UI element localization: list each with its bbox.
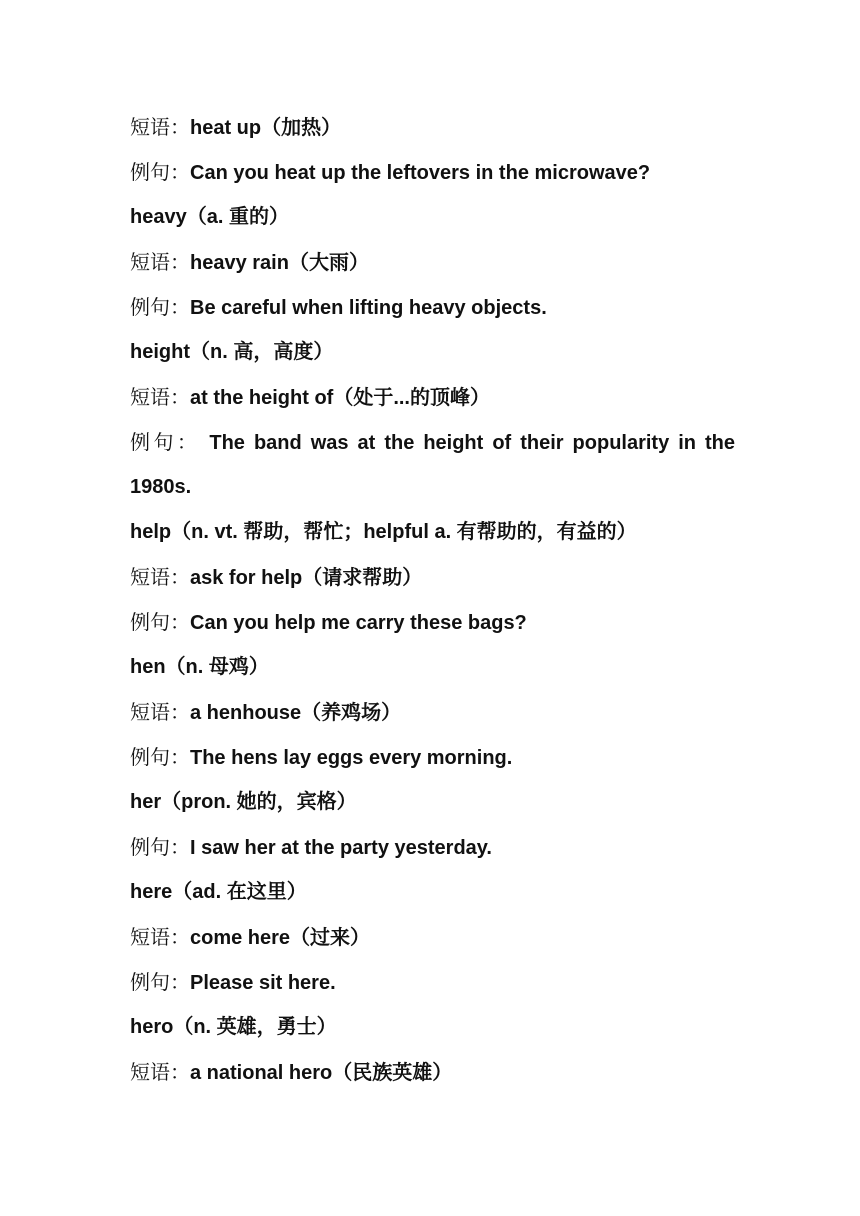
phrase-line	[130, 1050, 735, 1095]
example-text: Can you heat up the leftovers in the microwave?	[190, 162, 651, 184]
phrase-line	[130, 105, 735, 150]
headword-text: her（pron. 她的，宾格）	[130, 791, 357, 813]
example-label: 例句：	[130, 835, 190, 859]
example-text: Be careful when lifting heavy objects.	[190, 297, 547, 319]
example-continuation-line	[130, 465, 735, 510]
phrase-label: 短语：	[130, 565, 190, 589]
example-text: Please sit here.	[190, 972, 336, 994]
phrase-text: come here（过来）	[190, 927, 371, 949]
headword-line	[130, 870, 735, 915]
vocabulary-list	[130, 105, 735, 1095]
phrase-line	[130, 240, 735, 285]
phrase-text: ask for help（请求帮助）	[190, 567, 423, 589]
phrase-line	[130, 555, 735, 600]
example-label: 例句：	[130, 160, 190, 184]
phrase-label: 短语：	[130, 385, 190, 409]
headword-text: hen（n. 母鸡）	[130, 656, 269, 678]
example-label: 例句：	[130, 745, 190, 769]
example-line	[130, 285, 735, 330]
headword-line	[130, 1005, 735, 1050]
phrase-label: 短语：	[130, 925, 190, 949]
headword-line	[130, 510, 735, 555]
example-text: The band was at the height of their popularity in the	[209, 432, 736, 454]
phrase-label: 短语：	[130, 115, 190, 139]
headword-line	[130, 645, 735, 690]
example-line	[130, 825, 735, 870]
phrase-label: 短语：	[130, 700, 190, 724]
headword-text: height（n. 高，高度）	[130, 341, 334, 363]
example-line	[130, 150, 735, 195]
example-line	[130, 960, 735, 1005]
example-text: Can you help me carry these bags?	[190, 612, 527, 634]
example-label: 例句：	[130, 430, 201, 454]
example-continuation-text: 1980s.	[130, 476, 192, 498]
phrase-line	[130, 915, 735, 960]
headword-line	[130, 330, 735, 375]
phrase-line	[130, 690, 735, 735]
headword-text: help（n. vt. 帮助，帮忙；helpful a. 有帮助的，有益的）	[130, 521, 637, 543]
example-text: I saw her at the party yesterday.	[190, 837, 492, 859]
phrase-line	[130, 375, 735, 420]
example-text: The hens lay eggs every morning.	[190, 747, 513, 769]
example-line	[130, 600, 735, 645]
example-line	[130, 420, 735, 465]
phrase-label: 短语：	[130, 1060, 190, 1084]
headword-text: heavy（a. 重的）	[130, 206, 289, 228]
example-line	[130, 735, 735, 780]
headword-text: here（ad. 在这里）	[130, 881, 307, 903]
example-label: 例句：	[130, 610, 190, 634]
phrase-text: at the height of（处于...的顶峰）	[190, 387, 490, 409]
phrase-label: 短语：	[130, 250, 190, 274]
headword-text: hero（n. 英雄，勇士）	[130, 1016, 337, 1038]
example-label: 例句：	[130, 295, 190, 319]
headword-line	[130, 195, 735, 240]
phrase-text: heat up（加热）	[190, 117, 342, 139]
phrase-text: heavy rain（大雨）	[190, 252, 369, 274]
phrase-text: a henhouse（养鸡场）	[190, 702, 402, 724]
headword-line	[130, 780, 735, 825]
example-label: 例句：	[130, 970, 190, 994]
phrase-text: a national hero（民族英雄）	[190, 1062, 453, 1084]
